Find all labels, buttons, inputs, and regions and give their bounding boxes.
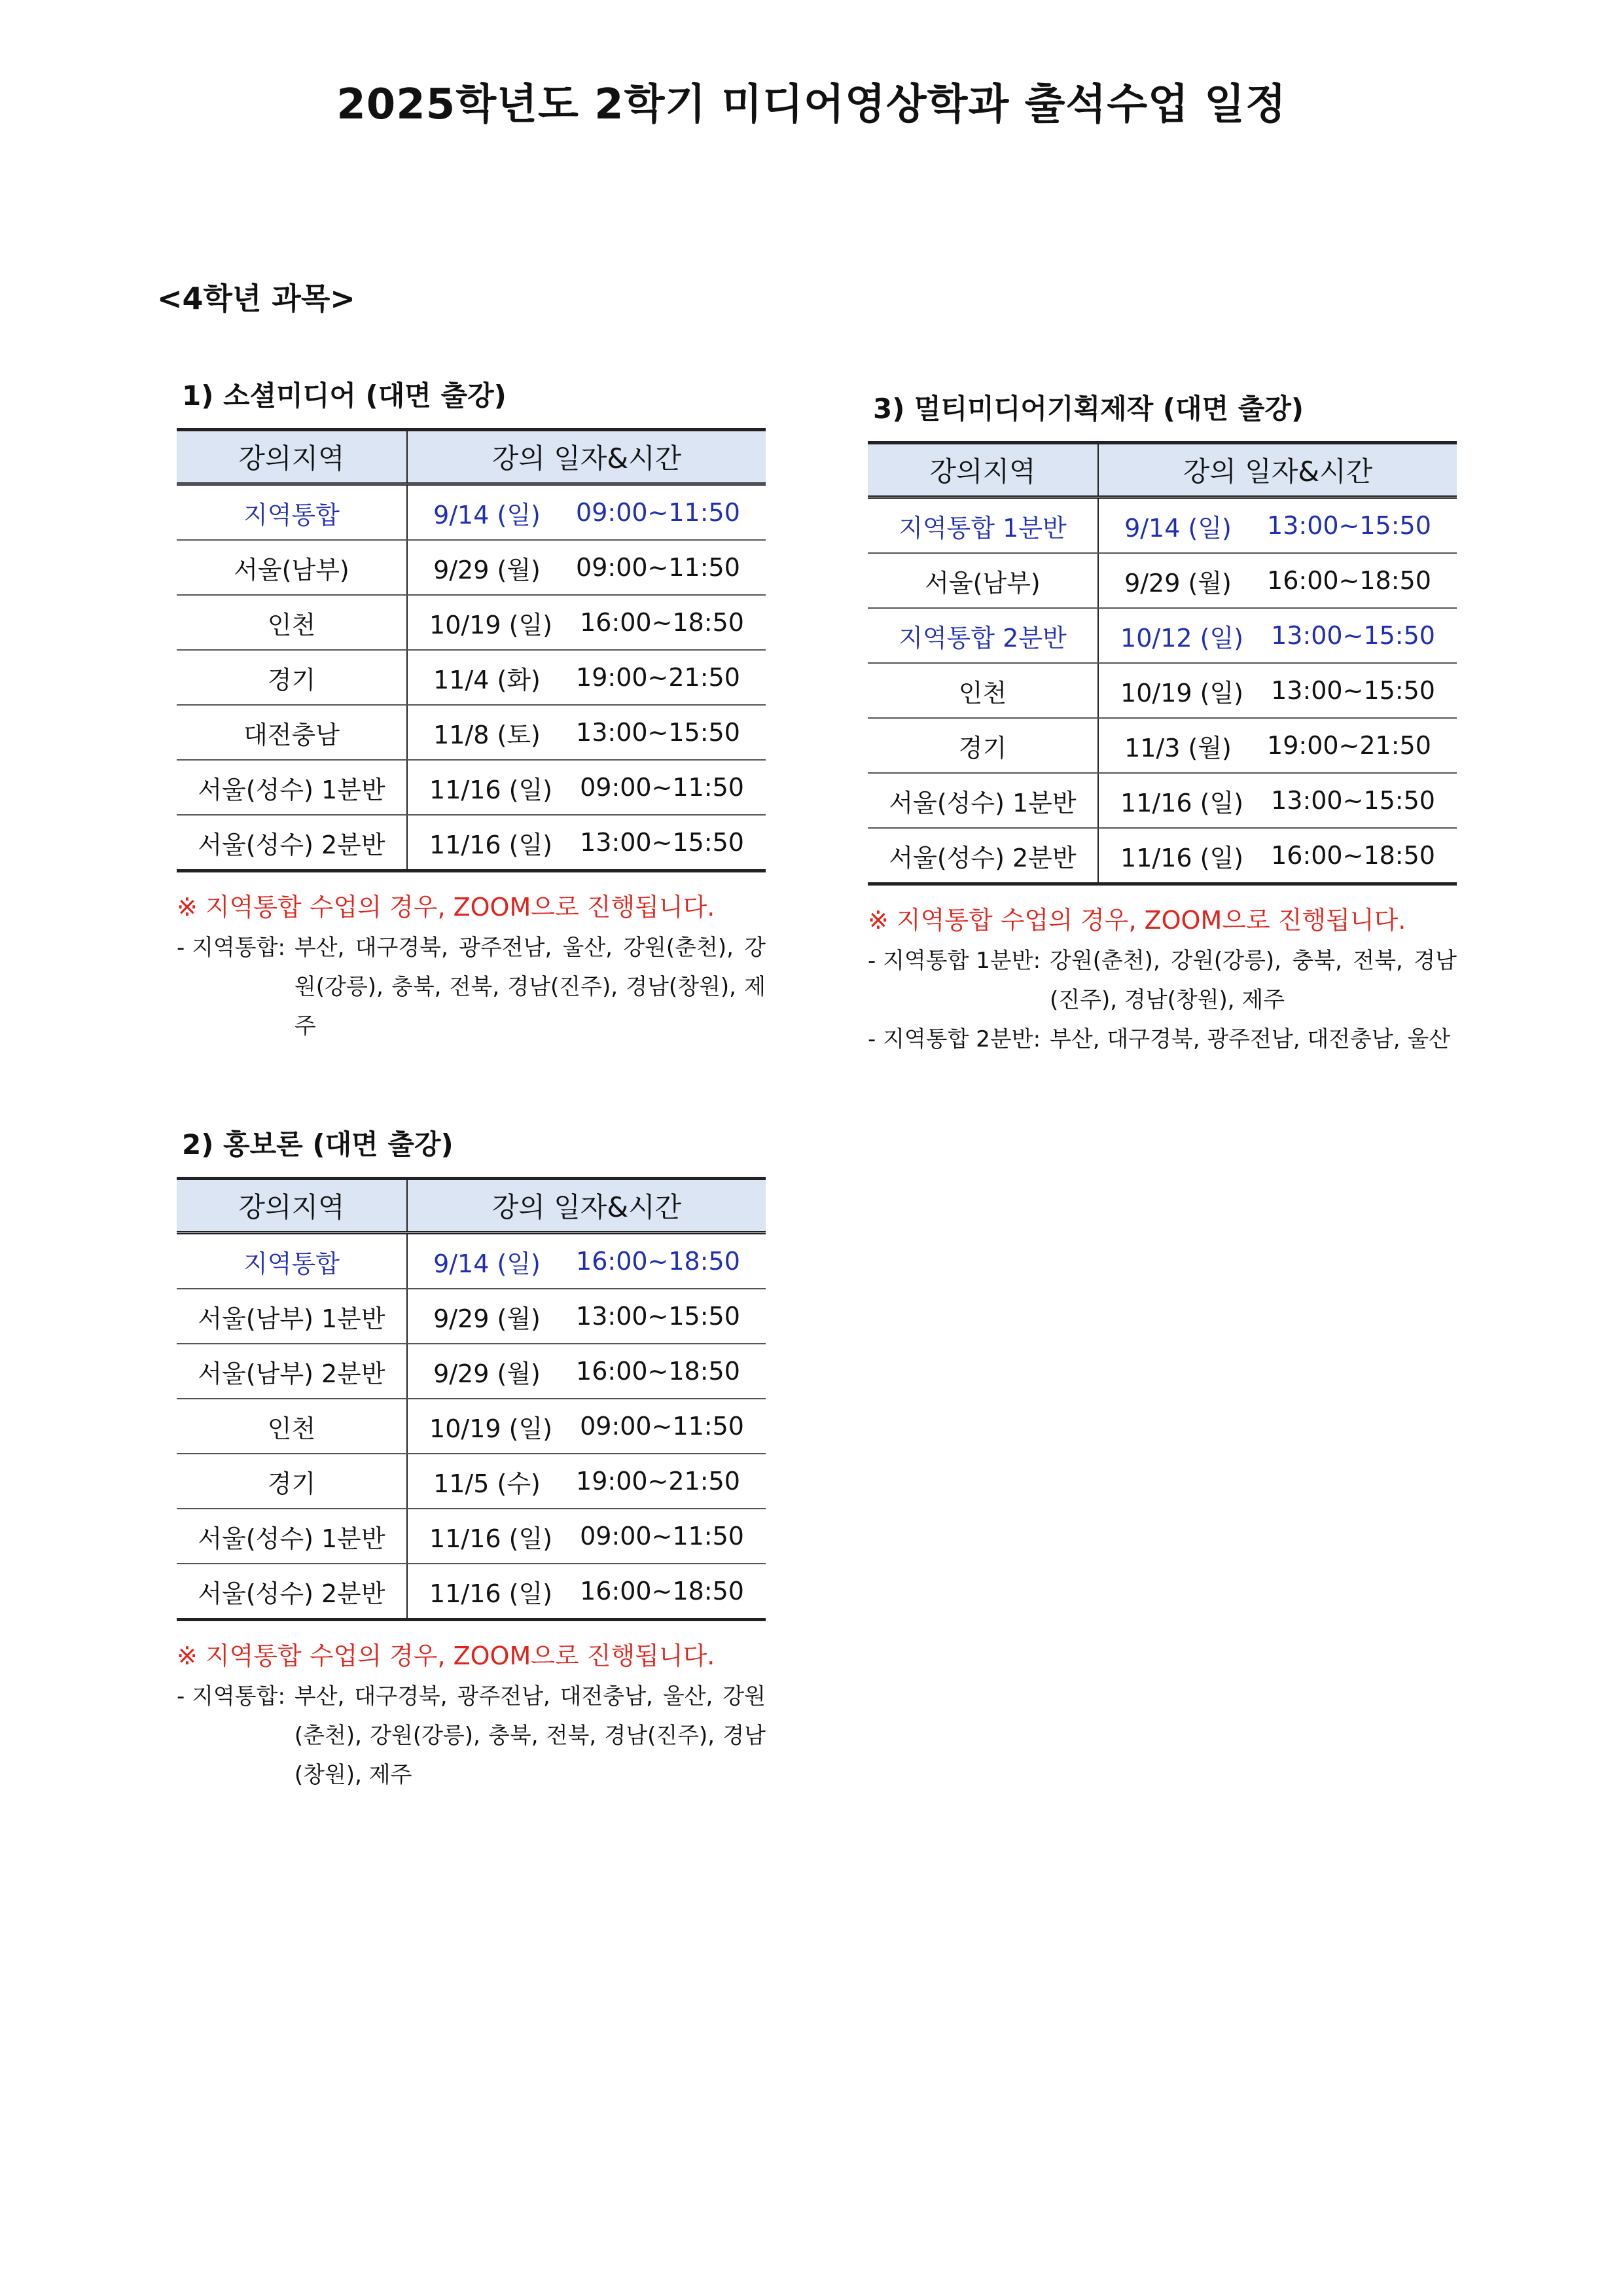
- datetime-cell: [407, 1454, 766, 1509]
- time-text: 13:00~15:50: [1267, 511, 1431, 540]
- table-row: [177, 1344, 766, 1399]
- datetime-cell: [407, 1399, 766, 1454]
- time-text: 13:00~15:50: [1271, 621, 1435, 650]
- date-text: 11/16 (일): [429, 775, 552, 804]
- table-row: [177, 705, 766, 760]
- date-text: 9/14 (일): [1124, 513, 1232, 543]
- table-row: [177, 650, 766, 705]
- schedule-table: [177, 1177, 766, 1621]
- region-cell: 경기: [177, 650, 407, 705]
- time-text: 13:00~15:50: [576, 1302, 740, 1331]
- time-text: 19:00~21:50: [576, 1467, 740, 1496]
- datetime-cell: [1098, 718, 1457, 773]
- course-section: [177, 374, 766, 1046]
- date-text: 9/29 (월): [1124, 568, 1232, 598]
- region-note: [177, 928, 766, 1046]
- table-row: [868, 718, 1457, 773]
- table-row: [177, 1289, 766, 1344]
- region-cell: 서울(남부) 1분반: [177, 1289, 407, 1344]
- date-text: 11/16 (일): [429, 1524, 552, 1553]
- datetime-cell: [1098, 663, 1457, 718]
- region-cell: 지역통합 1분반: [868, 497, 1098, 554]
- zoom-notice: ※ 지역통합 수업의 경우, ZOOM으로 진행됩니다.: [868, 906, 1406, 935]
- datetime-cell: [407, 705, 766, 760]
- time-text: 13:00~15:50: [1271, 786, 1435, 815]
- datetime-cell: [1098, 828, 1457, 884]
- table-row: [868, 828, 1457, 884]
- zoom-notice: ※ 지역통합 수업의 경우, ZOOM으로 진행됩니다.: [177, 893, 715, 922]
- date-text: 9/29 (월): [433, 555, 541, 584]
- region-cell: 서울(성수) 1분반: [177, 760, 407, 815]
- table-row: [868, 608, 1457, 663]
- region-note: [868, 1020, 1457, 1059]
- datetime-cell: [407, 1233, 766, 1289]
- note-text: 부산, 대구경북, 광주전남, 대전충남, 울산: [1050, 1026, 1451, 1052]
- date-text: 11/16 (일): [429, 830, 552, 859]
- table-header-row: [177, 1179, 766, 1233]
- table-row: [177, 1564, 766, 1620]
- date-text: 9/29 (월): [433, 1304, 541, 1333]
- region-cell: 경기: [868, 718, 1098, 773]
- table-row: [177, 595, 766, 650]
- table-row: [177, 484, 766, 541]
- grade-heading: <4학년 과목>: [157, 281, 355, 316]
- date-text: 11/8 (토): [433, 720, 541, 749]
- datetime-cell: [1098, 497, 1457, 554]
- region-cell: 인천: [177, 1399, 407, 1454]
- schedule-table: [868, 441, 1457, 886]
- datetime-cell: [407, 1344, 766, 1399]
- header-datetime: 강의 일자&시간: [407, 430, 766, 484]
- date-text: 11/16 (일): [1120, 788, 1243, 817]
- course-section: [177, 1123, 766, 1795]
- time-text: 09:00~11:50: [580, 1412, 744, 1441]
- time-text: 16:00~18:50: [1267, 566, 1431, 595]
- date-text: 10/19 (일): [429, 610, 552, 639]
- datetime-cell: [407, 1564, 766, 1620]
- header-datetime: 강의 일자&시간: [407, 1179, 766, 1233]
- date-text: 11/16 (일): [1120, 843, 1243, 872]
- table-row: [177, 1509, 766, 1564]
- date-text: 11/3 (월): [1124, 733, 1232, 762]
- time-text: 09:00~11:50: [580, 1522, 744, 1551]
- datetime-cell: [1098, 608, 1457, 663]
- course-title: 3) 멀티미디어기획제작 (대면 출강): [873, 393, 1304, 425]
- region-cell: 서울(성수) 2분반: [177, 815, 407, 871]
- table-row: [868, 497, 1457, 554]
- region-cell: 서울(남부) 2분반: [177, 1344, 407, 1399]
- date-text: 9/14 (일): [433, 1249, 541, 1278]
- header-region: 강의지역: [868, 443, 1098, 497]
- datetime-cell: [1098, 553, 1457, 608]
- table-row: [177, 1454, 766, 1509]
- note-text: 강원(춘천), 강원(강릉), 충북, 전북, 경남(진주), 경남(창원), 제주: [1050, 948, 1457, 1013]
- table-row: [177, 815, 766, 871]
- table-header-row: [868, 443, 1457, 497]
- table-row: [868, 663, 1457, 718]
- table-row: [177, 1233, 766, 1289]
- datetime-cell: [407, 595, 766, 650]
- note-label: - 지역통합:: [177, 935, 285, 961]
- zoom-notice: ※ 지역통합 수업의 경우, ZOOM으로 진행됩니다.: [177, 1641, 715, 1670]
- region-cell: 서울(성수) 2분반: [868, 828, 1098, 884]
- date-text: 11/5 (수): [433, 1469, 541, 1498]
- course-title: 1) 소셜미디어 (대면 출강): [182, 380, 507, 412]
- date-text: 9/14 (일): [433, 500, 541, 529]
- date-text: 11/16 (일): [429, 1579, 552, 1608]
- page-title: 2025학년도 2학기 미디어영상학과 출석수업 일정: [336, 81, 1287, 129]
- header-region: 강의지역: [177, 430, 407, 484]
- region-cell: 서울(남부): [177, 540, 407, 595]
- table-row: [868, 553, 1457, 608]
- date-text: 11/4 (화): [433, 665, 541, 694]
- table-row: [177, 540, 766, 595]
- datetime-cell: [407, 1509, 766, 1564]
- time-text: 19:00~21:50: [576, 663, 740, 692]
- region-note: [868, 941, 1457, 1020]
- time-text: 09:00~11:50: [576, 498, 740, 527]
- date-text: 10/19 (일): [429, 1414, 552, 1443]
- datetime-cell: [407, 760, 766, 815]
- datetime-cell: [407, 650, 766, 705]
- region-cell: 지역통합: [177, 1233, 407, 1289]
- time-text: 13:00~15:50: [576, 718, 740, 747]
- note-label: - 지역통합 1분반:: [868, 948, 1041, 974]
- time-text: 16:00~18:50: [576, 1247, 740, 1276]
- schedule-table: [177, 428, 766, 872]
- course-section: [868, 387, 1457, 1059]
- region-cell: 서울(성수) 2분반: [177, 1564, 407, 1620]
- time-text: 09:00~11:50: [580, 773, 744, 802]
- time-text: 13:00~15:50: [1271, 676, 1435, 705]
- time-text: 16:00~18:50: [576, 1357, 740, 1386]
- region-cell: 경기: [177, 1454, 407, 1509]
- course-title: 2) 홍보론 (대면 출강): [182, 1128, 454, 1160]
- region-cell: 서울(성수) 1분반: [177, 1509, 407, 1564]
- header-region: 강의지역: [177, 1179, 407, 1233]
- header-datetime: 강의 일자&시간: [1098, 443, 1457, 497]
- date-text: 10/12 (일): [1120, 623, 1243, 653]
- note-text: 부산, 대구경북, 광주전남, 울산, 강원(춘천), 강원(강릉), 충북, 전북, 경남(진주), 경남(창원), 제주: [294, 935, 766, 1039]
- time-text: 16:00~18:50: [580, 1577, 744, 1605]
- time-text: 16:00~18:50: [580, 608, 744, 637]
- region-cell: 인천: [868, 663, 1098, 718]
- region-cell: 지역통합: [177, 484, 407, 541]
- region-cell: 인천: [177, 595, 407, 650]
- time-text: 16:00~18:50: [1271, 841, 1435, 870]
- region-cell: 서울(남부): [868, 553, 1098, 608]
- datetime-cell: [407, 484, 766, 541]
- time-text: 13:00~15:50: [580, 828, 744, 857]
- date-text: 10/19 (일): [1120, 678, 1243, 708]
- region-cell: 대전충남: [177, 705, 407, 760]
- note-label: - 지역통합:: [177, 1683, 285, 1710]
- time-text: 09:00~11:50: [576, 553, 740, 582]
- note-text: 부산, 대구경북, 광주전남, 대전충남, 울산, 강원(춘천), 강원(강릉), 충북, 전북, 경남(진주), 경남(창원), 제주: [294, 1683, 766, 1788]
- time-text: 19:00~21:50: [1267, 731, 1431, 760]
- table-row: [177, 760, 766, 815]
- datetime-cell: [407, 815, 766, 871]
- region-note: [177, 1677, 766, 1795]
- table-row: [868, 773, 1457, 828]
- region-cell: 서울(성수) 1분반: [868, 773, 1098, 828]
- datetime-cell: [407, 540, 766, 595]
- note-label: - 지역통합 2분반:: [868, 1026, 1041, 1052]
- table-row: [177, 1399, 766, 1454]
- table-header-row: [177, 430, 766, 484]
- region-cell: 지역통합 2분반: [868, 608, 1098, 663]
- datetime-cell: [407, 1289, 766, 1344]
- datetime-cell: [1098, 773, 1457, 828]
- date-text: 9/29 (월): [433, 1359, 541, 1388]
